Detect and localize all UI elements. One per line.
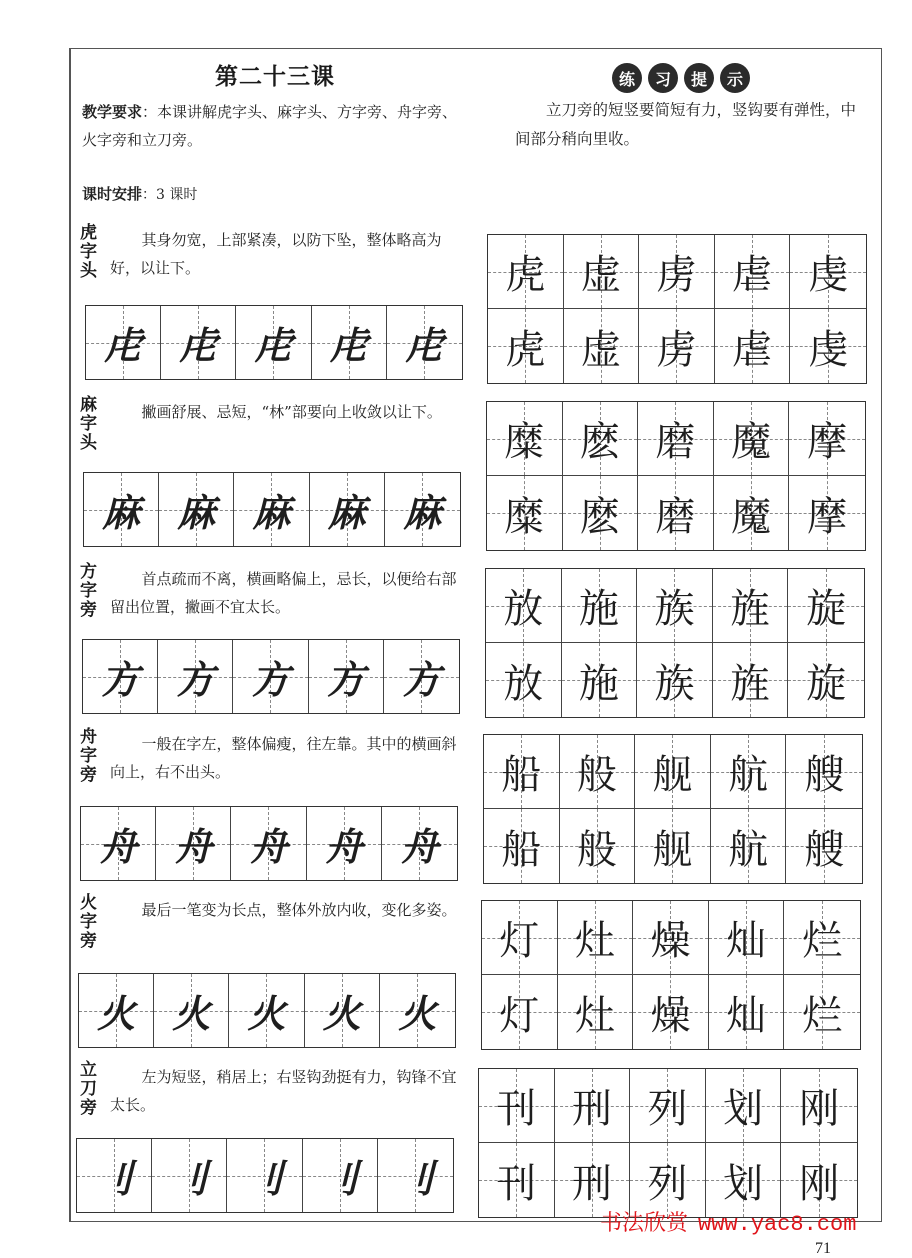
grid-cell: 麻	[84, 473, 159, 546]
grid-cell: 方	[309, 640, 384, 713]
grid-cell: 麻	[234, 473, 309, 546]
section-label: 火字旁	[80, 893, 97, 951]
grid-cell: 族	[637, 569, 713, 643]
grid-cell: 虍	[387, 306, 462, 379]
grid-cell: 魔	[714, 476, 790, 550]
grid-cell: 船	[484, 809, 560, 883]
grid-cell: 划	[706, 1143, 782, 1217]
page-number: 71	[815, 1240, 831, 1257]
grid-cell: 虍	[161, 306, 236, 379]
grid-cell: 磨	[638, 402, 714, 476]
grid-cell: 旋	[788, 569, 864, 643]
grid-cell: 划	[706, 1069, 782, 1143]
grid-cell: 火	[79, 974, 154, 1047]
grid-cell: 虔	[790, 235, 866, 309]
teaching-requirement	[82, 98, 472, 154]
grid-cell: 舰	[635, 735, 711, 809]
tip-badge: 示	[720, 63, 750, 93]
grid-cell: 航	[711, 735, 787, 809]
radical-practice-grid	[83, 472, 461, 547]
character-practice-grid	[487, 234, 867, 384]
section-label: 舟字旁	[80, 727, 97, 785]
grid-cell: 方	[233, 640, 308, 713]
practice-tips-header	[612, 63, 750, 93]
grid-cell: 施	[562, 569, 638, 643]
grid-cell: 列	[630, 1143, 706, 1217]
character-practice-grid	[483, 734, 863, 884]
grid-cell: 旌	[713, 643, 789, 717]
grid-cell: 麽	[563, 476, 639, 550]
grid-cell: 放	[486, 643, 562, 717]
practice-tips-text: 立刀旁的短竖要简短有力，竖钩要有弹性，中间部分稍向里收。	[515, 101, 857, 148]
grid-cell: 燥	[633, 901, 709, 975]
grid-cell: 魔	[714, 402, 790, 476]
grid-cell: 麻	[385, 473, 460, 546]
grid-cell: 虚	[564, 235, 640, 309]
grid-cell: 灯	[482, 975, 558, 1049]
grid-cell: 刑	[555, 1143, 631, 1217]
tip-badge: 提	[684, 63, 714, 93]
grid-cell: 麻	[310, 473, 385, 546]
radical-practice-grid	[82, 639, 460, 714]
requirement-text: ：本课讲解虎字头、麻字头、方字旁、舟字旁、火字旁和立刀旁。	[82, 103, 458, 149]
grid-cell: 糜	[487, 476, 563, 550]
section-description: 首点疏而不离，横画略偏上，忌长，以便给右部留出位置，撇画不宜太长。	[110, 570, 457, 616]
grid-cell: 虏	[639, 235, 715, 309]
grid-cell: 方	[158, 640, 233, 713]
schedule-text: ：3 课时	[142, 187, 198, 203]
grid-cell: 麽	[563, 402, 639, 476]
grid-cell: 火	[229, 974, 304, 1047]
grid-cell: 舰	[635, 809, 711, 883]
grid-cell: 虍	[86, 306, 161, 379]
section-label: 麻字头	[80, 395, 97, 453]
requirement-label: 教学要求	[82, 103, 143, 121]
grid-cell: 虍	[312, 306, 387, 379]
section-description: 一般在字左，整体偏瘦，往左靠。其中的横画斜向上，右不出头。	[110, 735, 457, 781]
grid-cell: 虎	[488, 235, 564, 309]
grid-cell: 舟	[231, 807, 306, 880]
grid-cell: 摩	[789, 402, 865, 476]
grid-cell: 放	[486, 569, 562, 643]
grid-cell: 烂	[784, 901, 860, 975]
section-label: 立刀旁	[80, 1060, 97, 1118]
grid-cell: 麻	[159, 473, 234, 546]
grid-cell: 刂	[303, 1139, 378, 1212]
grid-cell: 虐	[715, 235, 791, 309]
grid-cell: 虍	[236, 306, 311, 379]
grid-cell: 族	[637, 643, 713, 717]
radical-practice-grid	[78, 973, 456, 1048]
watermark-url: www.yac8.com	[698, 1212, 857, 1237]
character-practice-grid	[486, 401, 866, 551]
watermark-text: 书法欣赏	[600, 1210, 689, 1235]
radical-practice-grid	[80, 806, 458, 881]
character-practice-grid	[481, 900, 861, 1050]
grid-cell: 灿	[709, 901, 785, 975]
grid-cell: 旌	[713, 569, 789, 643]
grid-cell: 船	[484, 735, 560, 809]
grid-cell: 航	[711, 809, 787, 883]
site-watermark	[600, 1206, 856, 1237]
grid-cell: 灯	[482, 901, 558, 975]
grid-cell: 舟	[156, 807, 231, 880]
grid-cell: 燥	[633, 975, 709, 1049]
grid-cell: 艘	[786, 809, 862, 883]
grid-cell: 糜	[487, 402, 563, 476]
grid-cell: 虏	[639, 309, 715, 383]
grid-cell: 虚	[564, 309, 640, 383]
lesson-title: 第二十三课	[215, 64, 335, 90]
grid-cell: 灿	[709, 975, 785, 1049]
grid-cell: 施	[562, 643, 638, 717]
grid-cell: 虐	[715, 309, 791, 383]
schedule-label: 课时安排	[82, 185, 143, 203]
grid-cell: 般	[560, 735, 636, 809]
grid-cell: 艘	[786, 735, 862, 809]
section-description: 撇画舒展、忌短，“林”部要向上收敛以让下。	[141, 403, 442, 421]
grid-cell: 舟	[307, 807, 382, 880]
grid-cell: 虔	[790, 309, 866, 383]
grid-cell: 火	[305, 974, 380, 1047]
grid-cell: 刂	[227, 1139, 302, 1212]
section-description: 最后一笔变为长点，整体外放内收，变化多姿。	[141, 901, 457, 919]
grid-cell: 灶	[558, 975, 634, 1049]
grid-cell: 旋	[788, 643, 864, 717]
section-description: 左为短竖，稍居上；右竖钩劲挺有力，钩锋不宜太长。	[110, 1068, 457, 1114]
grid-cell: 磨	[638, 476, 714, 550]
grid-cell: 刑	[555, 1069, 631, 1143]
grid-cell: 火	[380, 974, 455, 1047]
grid-cell: 虎	[488, 309, 564, 383]
tip-badge: 练	[612, 63, 642, 93]
radical-practice-grid	[85, 305, 463, 380]
grid-cell: 舟	[81, 807, 156, 880]
character-practice-grid	[485, 568, 865, 718]
grid-cell: 刂	[378, 1139, 453, 1212]
radical-practice-grid	[76, 1138, 454, 1213]
tip-badge: 习	[648, 63, 678, 93]
grid-cell: 列	[630, 1069, 706, 1143]
grid-cell: 刂	[77, 1139, 152, 1212]
grid-cell: 刚	[781, 1069, 857, 1143]
grid-cell: 灶	[558, 901, 634, 975]
grid-cell: 刚	[781, 1143, 857, 1217]
grid-cell: 烂	[784, 975, 860, 1049]
section-label: 虎字头	[80, 223, 97, 281]
grid-cell: 般	[560, 809, 636, 883]
grid-cell: 方	[83, 640, 158, 713]
grid-cell: 刊	[479, 1069, 555, 1143]
grid-cell: 刊	[479, 1143, 555, 1217]
grid-cell: 舟	[382, 807, 457, 880]
grid-cell: 方	[384, 640, 459, 713]
grid-cell: 摩	[789, 476, 865, 550]
character-practice-grid	[478, 1068, 858, 1218]
grid-cell: 火	[154, 974, 229, 1047]
grid-cell: 刂	[152, 1139, 227, 1212]
class-schedule	[82, 183, 197, 204]
section-label: 方字旁	[80, 562, 97, 620]
section-description: 其身勿宽，上部紧凑，以防下坠，整体略高为好，以让下。	[110, 231, 442, 277]
